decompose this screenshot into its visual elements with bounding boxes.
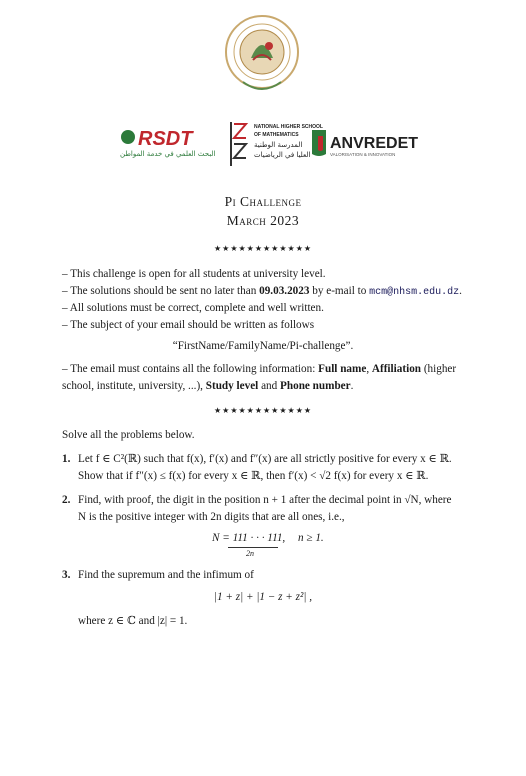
svg-text:ANVREDET: ANVREDET	[330, 135, 419, 152]
rule-info-line1: – The email must contains all the following information: Full name, Affiliation (higher	[62, 363, 457, 375]
underbrace-label: 2n	[246, 549, 254, 558]
separator-stars-2: ★★★★★★★★★★★★	[213, 406, 313, 415]
anvredet-logo	[310, 126, 420, 160]
rsdt-logo	[118, 125, 240, 159]
svg-text:العليا في الرياضيات: العليا في الرياضيات	[254, 151, 311, 159]
problem-2-line1: Find, with proof, the digit in the position n + 1 after the decimal point in √N, where	[78, 494, 452, 506]
problem-2-number: 2.	[62, 494, 71, 506]
problem-1-line1: Let f ∈ C²(ℝ) such that f(x), f′(x) and f″(x) are all strictly positive for every x ∈ ℝ.	[78, 453, 452, 465]
problem-3-line2: where z ∈ ℂ and |z| = 1.	[78, 615, 188, 627]
svg-text:المدرسة الوطنية: المدرسة الوطنية	[254, 141, 303, 149]
rule-correct: – All solutions must be correct, complete and well written.	[62, 302, 324, 314]
rule-info-line2: school, institute, university, ...), Study level and Phone number.	[62, 380, 354, 392]
rule-deadline: – The solutions should be sent no later than 09.03.2023 by e-mail to mcm@nhsm.edu.dz.	[62, 285, 462, 298]
title-line2: March 2023	[226, 213, 300, 228]
svg-text:OF MATHEMATICS: OF MATHEMATICS	[254, 132, 299, 138]
rule-subject: – The subject of your email should be written as follows	[62, 319, 315, 331]
svg-text:RSDT: RSDT	[138, 128, 193, 150]
problem-3-formula: |1 + z| + |1 − z + z²| ,	[213, 591, 313, 603]
subject-format: “FirstName/FamilyName/Pi-challenge”.	[172, 340, 354, 352]
problem-1-number: 1.	[62, 453, 71, 465]
problem-2-line2: N is the positive integer with 2n digits that are all ones, i.e.,	[78, 511, 345, 523]
problem-2-formula: N = 111 · · · 111, n ≥ 1.	[212, 532, 324, 544]
svg-text:VALORISATION & INNOVATION: VALORISATION & INNOVATION	[330, 152, 396, 157]
problem-3-number: 3.	[62, 569, 71, 581]
problem-3-line1: Find the supremum and the infimum of	[78, 569, 254, 581]
nhsm-logo	[228, 118, 323, 172]
intro-text: Solve all the problems below.	[62, 429, 195, 441]
problem-1-line2: Show that if f″(x) ≤ f(x) for every x ∈ ℝ, then f′(x) < √2 f(x) for every x ∈ ℝ.	[78, 470, 429, 482]
email-link[interactable]: mcm@nhsm.edu.dz	[369, 287, 460, 298]
svg-text:NATIONAL HIGHER SCHOOL: NATIONAL HIGHER SCHOOL	[254, 124, 323, 130]
separator-stars: ★★★★★★★★★★★★	[213, 244, 313, 253]
underbrace	[228, 547, 278, 548]
school-seal-logo	[223, 12, 301, 98]
rsdt-subtitle: البحث العلمي في خدمة المواطن	[120, 150, 216, 158]
title-line1: Pi Challenge	[224, 194, 302, 209]
rule-open: – This challenge is open for all students at university level.	[62, 268, 326, 280]
